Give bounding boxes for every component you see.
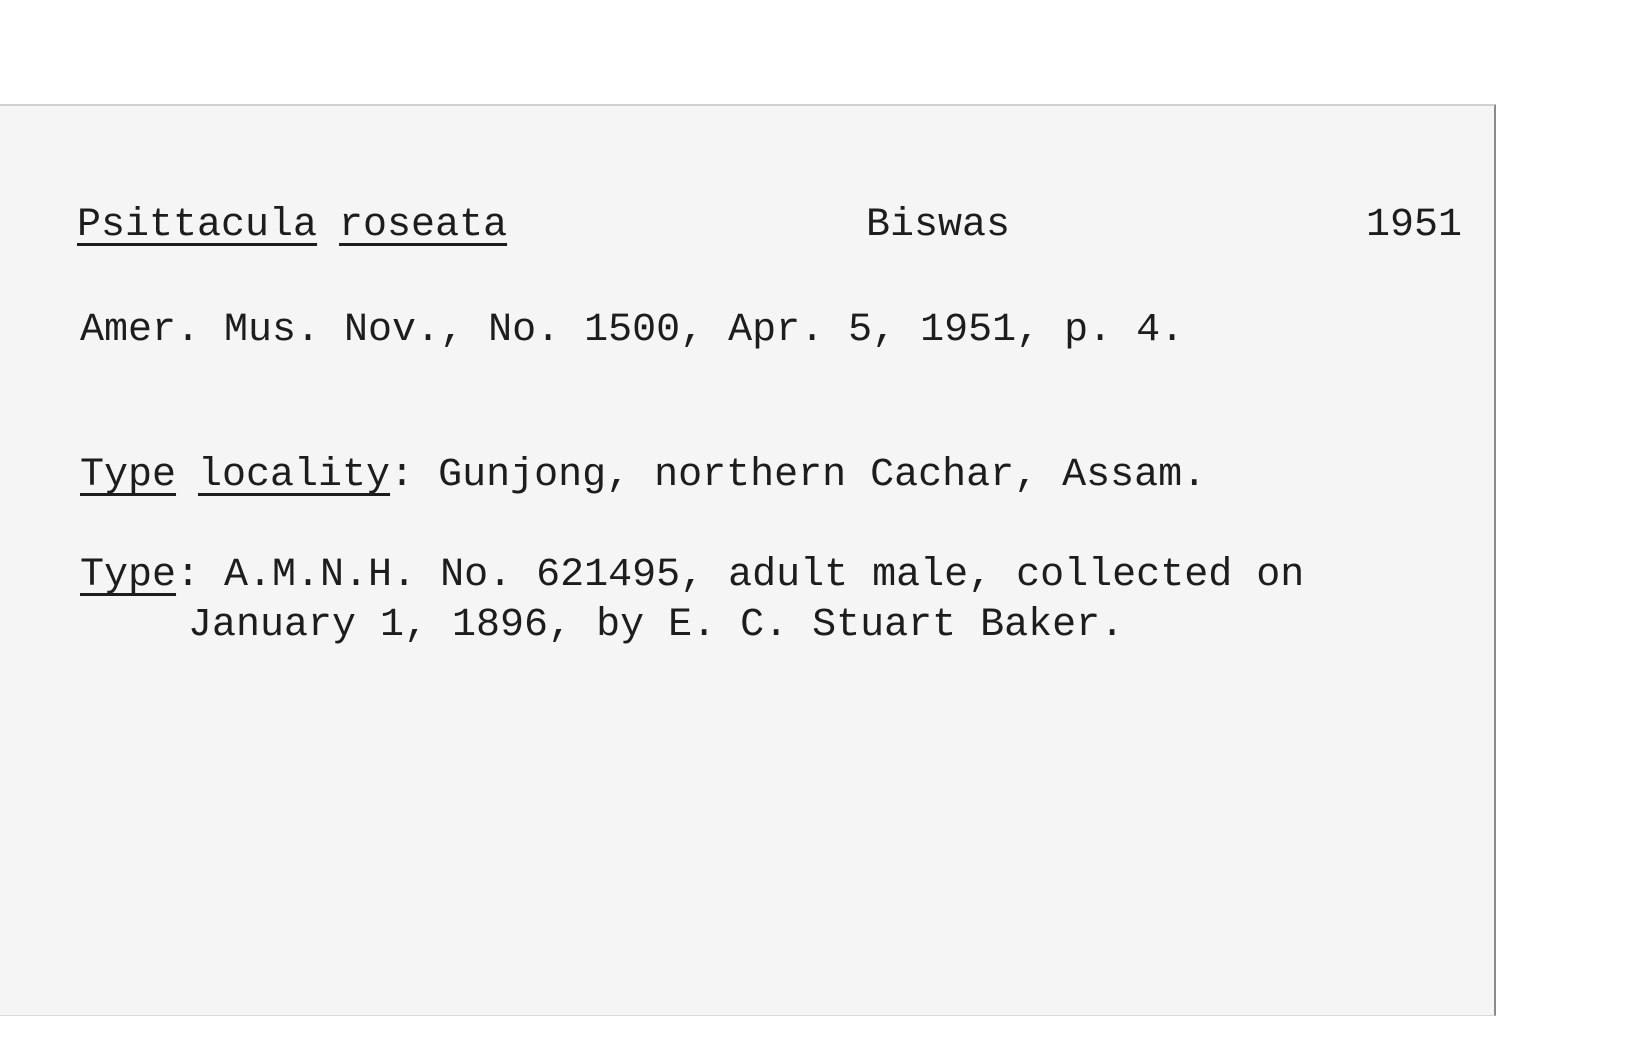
taxon-name <box>77 203 508 248</box>
type-specimen-text: A.M.N.H. No. 621495, adult male, collected on <box>200 553 1305 598</box>
type-locality-label-word2: locality <box>198 453 391 498</box>
type-line-1 <box>80 553 1305 598</box>
type-locality-label-word1: Type <box>80 453 177 498</box>
type-locality-value: Gunjong, northern Cachar, Assam. <box>414 453 1207 498</box>
index-card <box>0 104 1496 1016</box>
type-locality-line <box>80 453 1207 498</box>
type-colon: : <box>176 553 201 598</box>
citation: Amer. Mus. Nov., No. 1500, Apr. 5, 1951, p. 4. <box>80 308 1185 353</box>
type-line-2: January 1, 1896, by E. C. Stuart Baker. <box>188 603 1125 648</box>
species-name: roseata <box>339 203 508 248</box>
type-label: Type <box>80 553 177 598</box>
year: 1951 <box>1366 203 1463 248</box>
author-name: Biswas <box>866 203 1011 248</box>
genus-name: Psittacula <box>77 203 318 248</box>
type-locality-colon: : <box>390 453 415 498</box>
